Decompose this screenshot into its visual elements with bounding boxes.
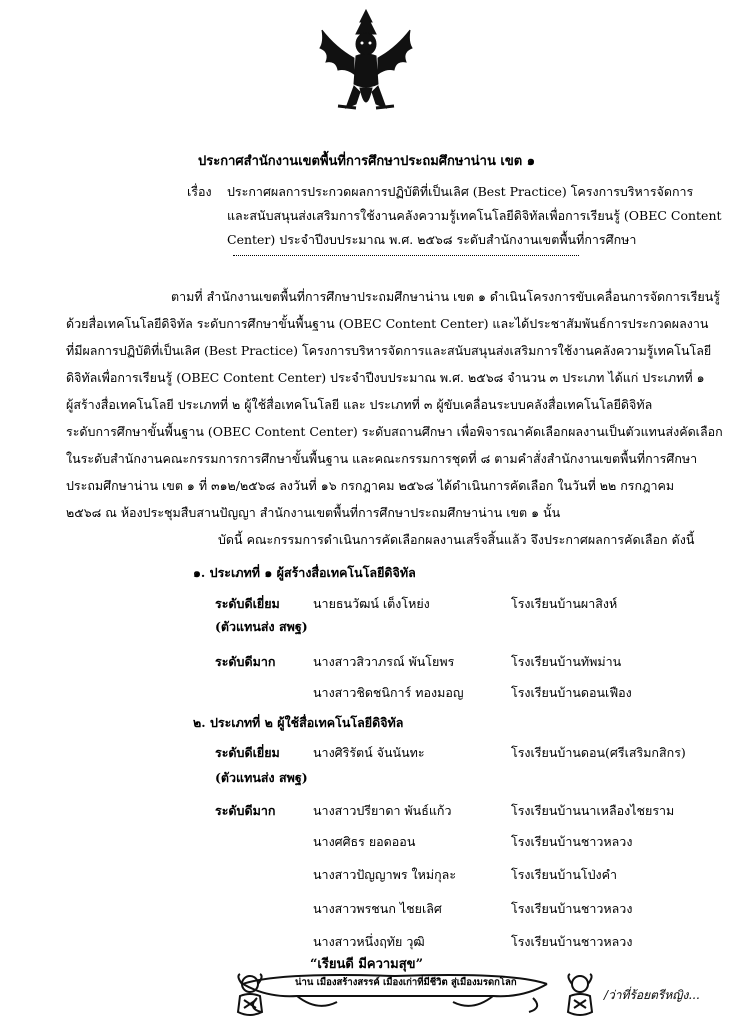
- paragraph-line: ประถมศึกษาน่าน เขต ๑ ที่ ๓๑๒/๒๕๖๘ ลงวันที่ ๑๖ กรกฎาคม ๒๕๖๘ ได้ดำเนินการคัดเลือก ในวันที่ ๒๒ กรกฎาคม: [66, 478, 675, 493]
- result-name: นางศิริรัตน์ จันนันทะ: [313, 745, 425, 760]
- result-level: ระดับดีมาก: [215, 654, 276, 669]
- result-level: ระดับดีเยี่ยม: [215, 745, 280, 760]
- subject-label: เรื่อง: [187, 184, 212, 199]
- dotted-divider: [233, 255, 579, 256]
- result-name: นางศศิธร ยอดออน: [313, 834, 416, 849]
- paragraph-line: ระดับการศึกษาขั้นพื้นฐาน (OBEC Content Center) ระดับสถานศึกษา เพื่อพิจารณาคัดเลือกผลงานเป็นตัวแทนส่งคัดเลือก: [66, 424, 723, 439]
- result-school: โรงเรียนบ้านชาวหลวง: [511, 934, 633, 949]
- category-heading: ๑. ประเภทที่ ๑ ผู้สร้างสื่อเทคโนโลยีดิจิทัล: [193, 565, 416, 580]
- result-school: โรงเรียนบ้านโป่งคำ: [511, 867, 618, 882]
- result-name: นางสาวหนึ่งฤทัย วุฒิ: [313, 934, 425, 949]
- result-level: (ตัวแทนส่ง สพฐ): [215, 619, 308, 634]
- slogan-text: “เรียนดี มีความสุข”: [309, 957, 424, 972]
- result-school: โรงเรียนบ้านชาวหลวง: [511, 901, 633, 916]
- banner-text: น่าน เมืองสร้างสรรค์ เมืองเก่าที่มีชีวิต สู่เมืองมรดกโลก: [295, 977, 517, 988]
- result-school: โรงเรียนบ้านทัพม่าน: [511, 654, 622, 669]
- result-school: โรงเรียนบ้านผาสิงห์: [511, 596, 618, 611]
- paragraph-line: ด้วยสื่อเทคโนโลยีดิจิทัล ระดับการศึกษาขั้นพื้นฐาน (OBEC Content Center) และได้ประชาสัมพันธ์การประกวดผลงาน: [66, 316, 709, 331]
- result-name: นางสาวชิดชนิการ์ ทองมอญ: [313, 685, 464, 700]
- continuation-note: /ว่าที่ร้อยตรีหญิง...: [604, 988, 700, 1002]
- subject-line: และสนับสนุนส่งเสริมการใช้งานคลังความรู้เทคโนโลยีดิจิทัลเพื่อการเรียนรู้ (OBEC Content: [227, 208, 722, 223]
- result-name: นางสาวปรียาดา พันธ์แก้ว: [313, 803, 452, 818]
- garuda-emblem-icon: [316, 8, 416, 120]
- result-school: โรงเรียนบ้านนาเหลืองไชยราม: [511, 803, 675, 818]
- paragraph-line: ตามที่ สำนักงานเขตพื้นที่การศึกษาประถมศึกษาน่าน เขต ๑ ดำเนินโครงการขับเคลื่อนการจัดการเรียนรู้: [171, 289, 721, 304]
- paragraph-line: ๒๕๖๘ ณ ห้องประชุมสืบสานปัญญา สำนักงานเขตพื้นที่การศึกษาประถมศึกษาน่าน เขต ๑ นั้น: [66, 505, 561, 520]
- paragraph-line: ผู้สร้างสื่อเทคโนโลยี ประเภทที่ ๒ ผู้ใช้สื่อเทคโนโลยี และ ประเภทที่ ๓ ผู้ขับเคลื่อนระบบคลังสื่อเทคโนโลยีดิจิทัล: [66, 397, 653, 412]
- paragraph-line: ในระดับสำนักงานคณะกรรมการการศึกษาขั้นพื้นฐาน และคณะกรรมการชุดที่ ๘ ตามคำสั่งสำนักงานเขตพื้นที่การศึกษา: [66, 451, 698, 466]
- category-heading: ๒. ประเภทที่ ๒ ผู้ใช้สื่อเทคโนโลยีดิจิทัล: [193, 715, 404, 730]
- result-level: (ตัวแทนส่ง สพฐ): [215, 770, 308, 785]
- result-level: ระดับดีเยี่ยม: [215, 596, 280, 611]
- announcement-title: ประกาศสำนักงานเขตพื้นที่การศึกษาประถมศึกษาน่าน เขต ๑: [198, 154, 535, 169]
- result-school: โรงเรียนบ้านชาวหลวง: [511, 834, 633, 849]
- result-name: นางสาวปัญญาพร ใหม่กุละ: [313, 867, 457, 882]
- result-level: ระดับดีมาก: [215, 803, 276, 818]
- announcement-statement: บัดนี้ คณะกรรมการดำเนินการคัดเลือกผลงานเสร็จสิ้นแล้ว จึงประกาศผลการคัดเลือก ดังนี้: [218, 532, 695, 547]
- result-name: นางสาวพรชนก ไชยเลิศ: [313, 901, 442, 916]
- result-name: นายธนวัฒน์ เต็งโหย่ง: [313, 596, 430, 611]
- mascot-icon: [232, 972, 268, 1020]
- subject-line: ประกาศผลการประกวดผลการปฏิบัติที่เป็นเลิศ (Best Practice) โครงการบริหารจัดการ: [227, 184, 694, 199]
- result-name: นางสาวสิวาภรณ์ พันโยพร: [313, 654, 455, 669]
- subject-line: Center) ประจำปีงบประมาณ พ.ศ. ๒๕๖๘ ระดับสำนักงานเขตพื้นที่การศึกษา: [227, 232, 637, 247]
- paragraph-line: ที่มีผลการปฏิบัติที่เป็นเลิศ (Best Practice) โครงการบริหารจัดการและสนับสนุนส่งเสริมการใช้งานคลังความรู้เทคโนโลยี: [66, 343, 712, 358]
- mascot-icon: [562, 972, 598, 1020]
- paragraph-line: ดิจิทัลเพื่อการเรียนรู้ (OBEC Content Center) ประจำปีงบประมาณ พ.ศ. ๒๕๖๘ จำนวน ๓ ประเภท ได้แก่ ประเภทที่ ๑: [66, 370, 705, 385]
- result-school: โรงเรียนบ้านดอนเฟือง: [511, 685, 632, 700]
- result-school: โรงเรียนบ้านดอน(ศรีเสริมกสิกร): [511, 745, 686, 760]
